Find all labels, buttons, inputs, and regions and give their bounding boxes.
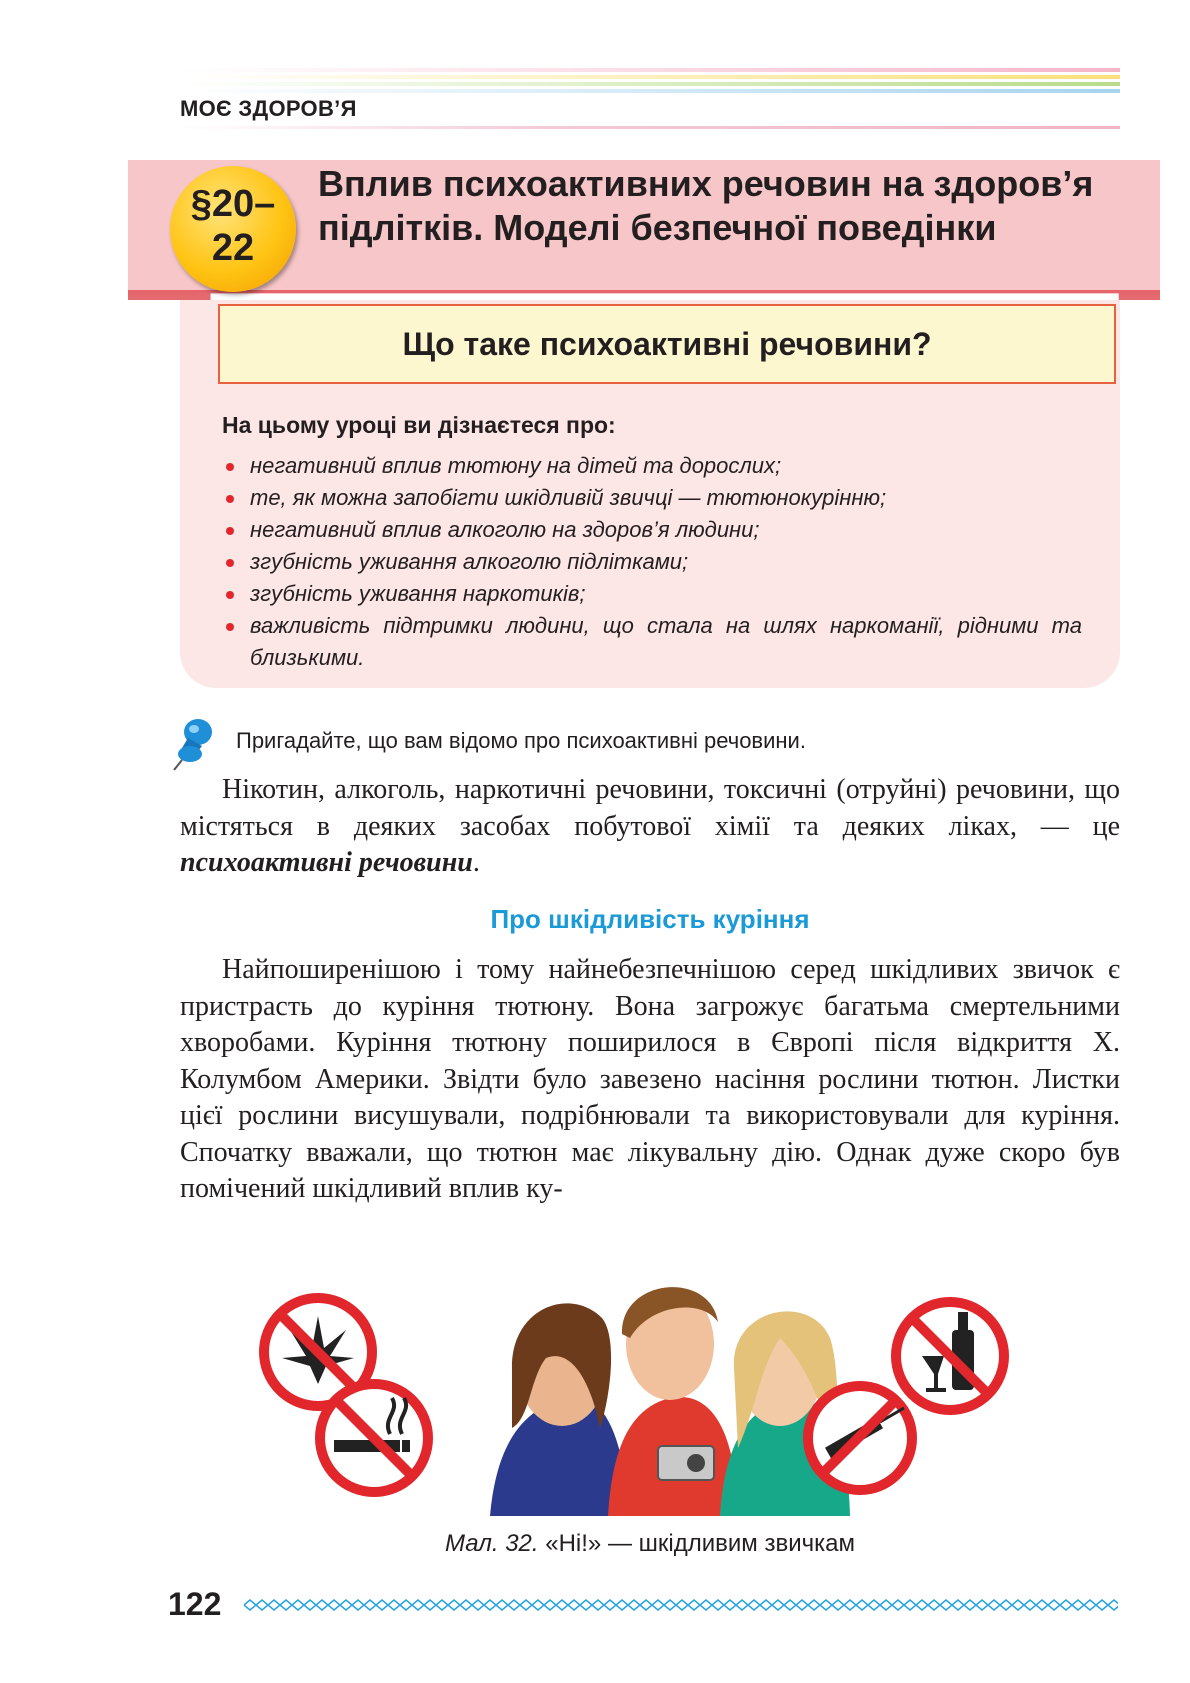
figure-caption: Мал. 32. «Ні!» — шкідливим звичкам	[445, 1530, 855, 1557]
paragraph-badge	[170, 166, 296, 292]
list-item: негативний вплив тютюну на дітей та дорослих;	[222, 450, 1082, 482]
objectives-list	[222, 450, 1082, 674]
recall-prompt: Пригадайте, що вам відомо про психоактивні речовини.	[236, 728, 806, 753]
pushpin-icon	[168, 716, 218, 772]
title-band-ribbon	[128, 290, 1160, 300]
no-smoking-icon	[320, 1384, 428, 1492]
list-item: те, як можна запобігти шкідливій звичці — тютюнокурінню;	[222, 482, 1082, 514]
lesson-subtitle: Що таке психоактивні речовини?	[402, 325, 932, 362]
bullet-icon	[226, 495, 234, 503]
bullet-icon	[226, 623, 234, 631]
objectives-heading: На цьому уроці ви дізнаєтеся про:	[222, 412, 616, 438]
figure-illustration	[250, 1278, 1070, 1516]
list-item: важливість підтримки людини, що стала на шлях наркоманії, рідними та близькими.	[222, 610, 1082, 674]
header-underline	[180, 126, 1120, 129]
list-item: згубність уживання наркотиків;	[222, 578, 1082, 610]
lesson-title: Вплив психоактивних речовин на здоров’я підлітків. Моделі безпечної поведінки	[318, 163, 1094, 248]
teenagers-photo	[490, 1287, 850, 1516]
bullet-icon	[226, 463, 234, 471]
footer-ornament	[244, 1598, 1118, 1612]
intro-paragraph: Нікотин, алкоголь, наркотичні речовини, токсичні (отруйні) речовини, що містяться в деяких засобах побутової хімії та деяких ліках, — це психоактивні речовини.	[180, 774, 1120, 878]
bullet-icon	[226, 559, 234, 567]
no-syringe-icon	[808, 1386, 912, 1490]
bullet-icon	[226, 527, 234, 535]
page-number: 122	[168, 1586, 222, 1622]
key-term: психоактивні речовини	[180, 847, 473, 878]
subtitle-box	[218, 304, 1116, 384]
section-heading: Про шкідливість куріння	[490, 904, 810, 934]
figure-label: Мал. 32.	[445, 1530, 539, 1557]
list-item: негативний вплив алкоголю на здоров’я людини;	[222, 514, 1082, 546]
body-paragraph: Найпоширенішою і тому найнебезпечнішою серед шкідливих звичок є пристрасть до куріння тютюну. Вона загрожує багатьма смертельними хворобами. Куріння тютюну поширилося в Європі після відкриття Х. Колумбом Америки. Звідти було завезено насіння рослини тютюн. Листки цієї рослини висушували, подрібнювали та використовували для куріння. Спочатку вважали, що тютюн має лікувальну дію. Однак дуже скоро був помічений шкідливий вплив ку-	[180, 954, 1120, 1204]
badge-line1: §20–	[190, 183, 276, 225]
list-item: згубність уживання алкоголю підлітками;	[222, 546, 1082, 578]
no-alcohol-icon	[896, 1302, 1004, 1410]
header-stripes	[182, 68, 1120, 98]
bullet-icon	[226, 591, 234, 599]
header-section-title: МОЄ ЗДОРОВ’Я	[180, 96, 357, 121]
badge-line2: 22	[211, 227, 255, 269]
